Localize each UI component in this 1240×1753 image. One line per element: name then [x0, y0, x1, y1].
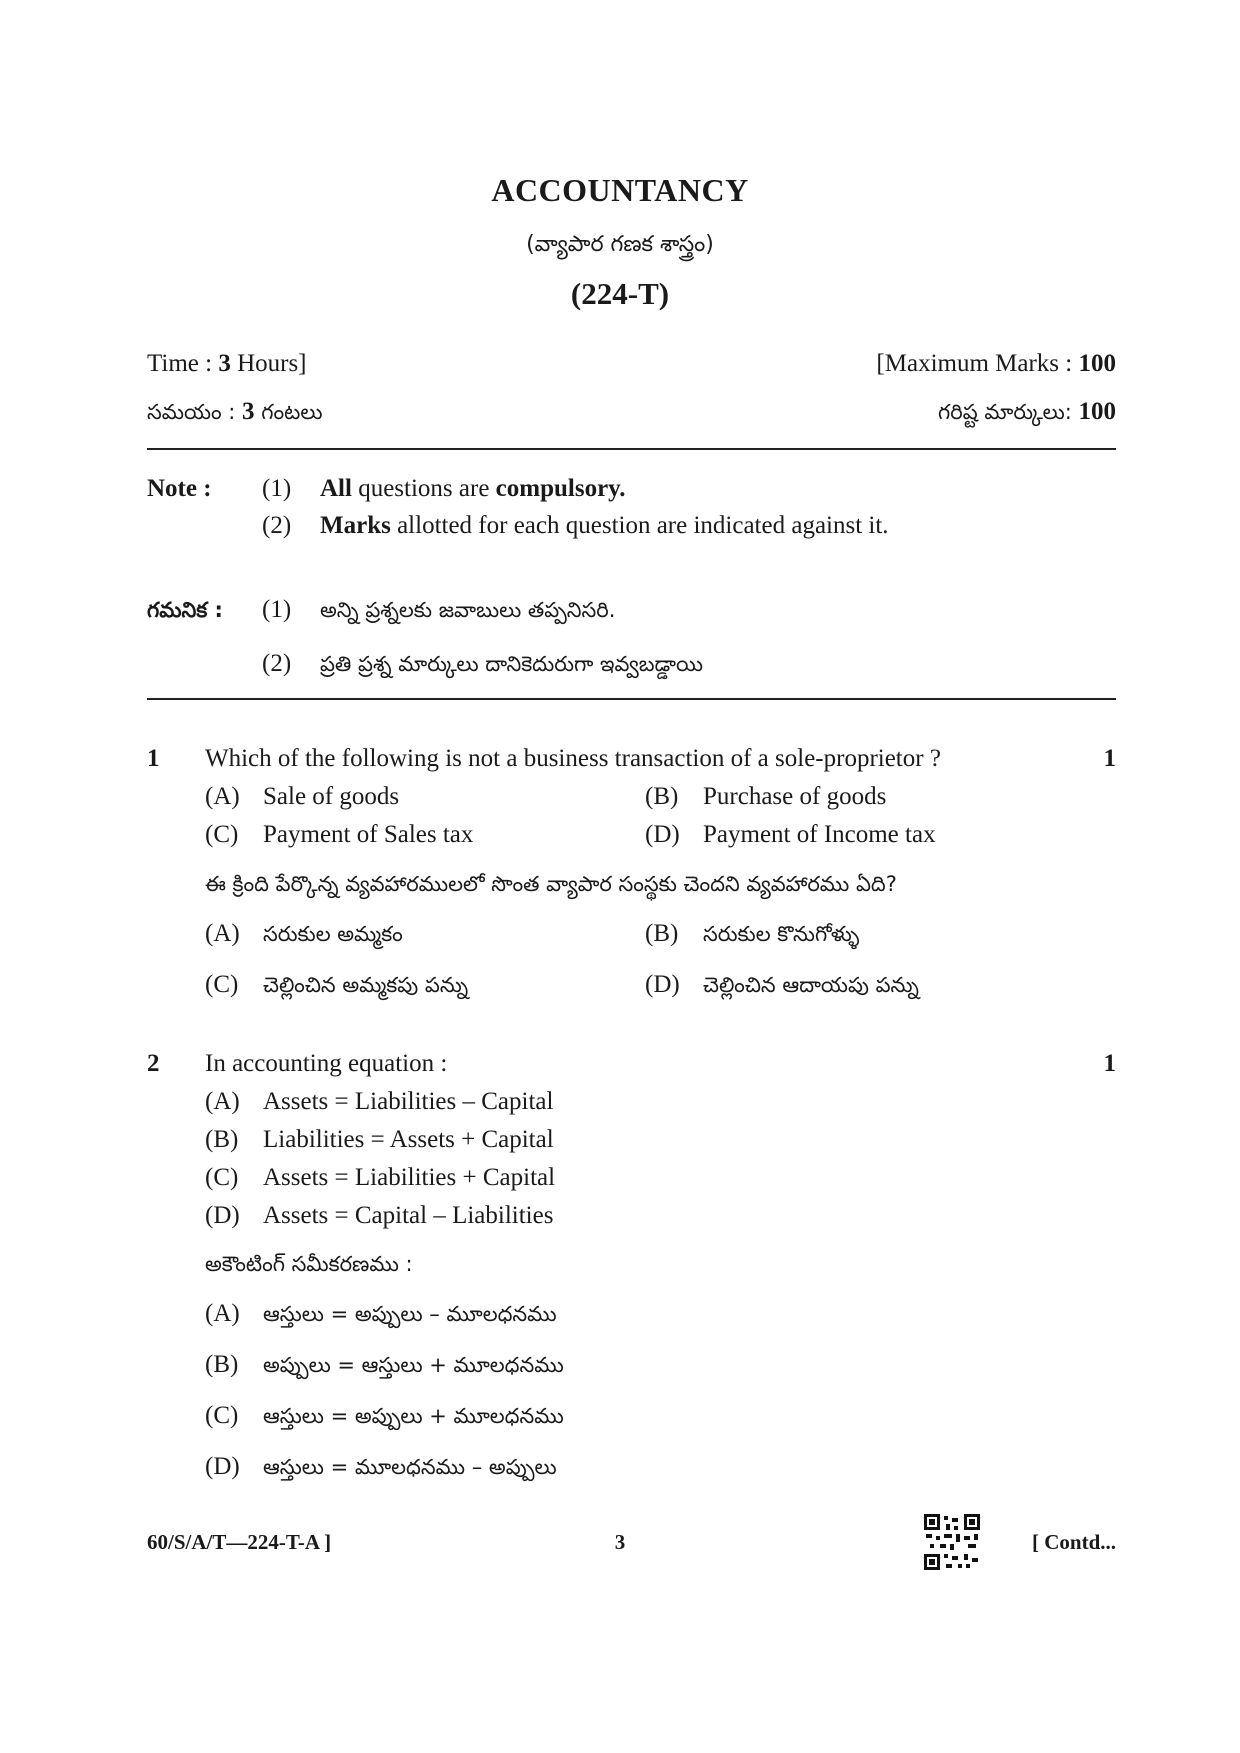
- qr-code-icon: [924, 1514, 980, 1570]
- page-number: 3: [614, 1530, 626, 1554]
- divider-bottom: [147, 698, 1116, 700]
- question-2-text: In accounting equation :: [205, 1050, 448, 1077]
- question-2-text-telugu: అకౌంటింగ్ సమీకరణము :: [205, 1252, 413, 1276]
- time-telugu: సమయం : 3 గంటలు: [147, 398, 323, 425]
- question-1-text: Which of the following is not a business transaction of a sole-proprietor ?: [205, 745, 941, 772]
- q2-option-d-telugu: (D) ఆస్తులు = మూలధనము – అప్పులు: [205, 1453, 557, 1480]
- note-item-1: (1) All questions are compulsory.: [262, 475, 626, 502]
- time-english: Time : 3 Hours]: [147, 350, 307, 377]
- q1-option-c: (C) Payment of Sales tax: [205, 821, 474, 848]
- q1-option-b-telugu: (B) సరుకుల కొనుగోళ్ళు: [645, 920, 860, 947]
- q2-option-a: (A) Assets = Liabilities – Capital: [205, 1088, 554, 1115]
- note-label-telugu: గమనిక :: [147, 598, 223, 622]
- note-telugu-item-1: (1) అన్ని ప్రశ్నలకు జవాబులు తప్పనిసరి.: [262, 596, 616, 623]
- question-1-text-telugu: ఈ క్రింది పేర్కొన్న వ్యవహారములలో సొంత వ్యాపార సంస్థకు చెందని వ్యవహారము ఏది?: [205, 872, 897, 896]
- q2-option-d: (D) Assets = Capital – Liabilities: [205, 1202, 554, 1229]
- q2-option-a-telugu: (A) ఆస్తులు = అప్పులు – మూలధనము: [205, 1300, 557, 1327]
- note-item-2: (2) Marks allotted for each question are indicated against it.: [262, 512, 889, 539]
- q2-option-b-telugu: (B) అప్పులు = ఆస్తులు + మూలధనము: [205, 1351, 564, 1378]
- question-1-marks: 1: [1103, 745, 1116, 772]
- q1-option-a-telugu: (A) సరుకుల అమ్మకం: [205, 920, 403, 947]
- note-label: Note :: [147, 475, 212, 502]
- subject-title-telugu: (వ్యాపార గణక శాస్త్రం): [526, 232, 714, 257]
- q2-option-b: (B) Liabilities = Assets + Capital: [205, 1126, 554, 1153]
- paper-code: (224-T): [570, 276, 670, 311]
- question-2-number: 2: [147, 1050, 160, 1077]
- q1-option-d: (D) Payment of Income tax: [645, 821, 936, 848]
- note-telugu-item-2: (2) ప్రతి ప్రశ్న మార్కులు దానికెదురుగా ఇవ్వబడ్డాయి: [262, 650, 703, 677]
- q2-option-c-telugu: (C) ఆస్తులు = అప్పులు + మూలధనము: [205, 1402, 564, 1429]
- continued-label: [ Contd...: [1031, 1530, 1116, 1554]
- max-marks-english: [Maximum Marks : 100: [876, 350, 1116, 377]
- q1-option-a: (A) Sale of goods: [205, 783, 400, 810]
- q1-option-b: (B) Purchase of goods: [645, 783, 887, 810]
- q1-option-c-telugu: (C) చెల్లించిన అమ్మకపు పన్ను: [205, 971, 469, 998]
- q2-option-c: (C) Assets = Liabilities + Capital: [205, 1164, 556, 1191]
- footer-paper-code: 60/S/A/T—224-T-A ]: [147, 1530, 332, 1554]
- divider-top: [147, 448, 1116, 450]
- question-2-marks: 1: [1103, 1050, 1116, 1077]
- subject-title: ACCOUNTANCY: [491, 172, 749, 208]
- question-1-number: 1: [147, 745, 160, 772]
- q1-option-d-telugu: (D) చెల్లించిన ఆదాయపు పన్ను: [645, 971, 919, 998]
- max-marks-telugu: గరిష్ట మార్కులు: 100: [938, 398, 1116, 425]
